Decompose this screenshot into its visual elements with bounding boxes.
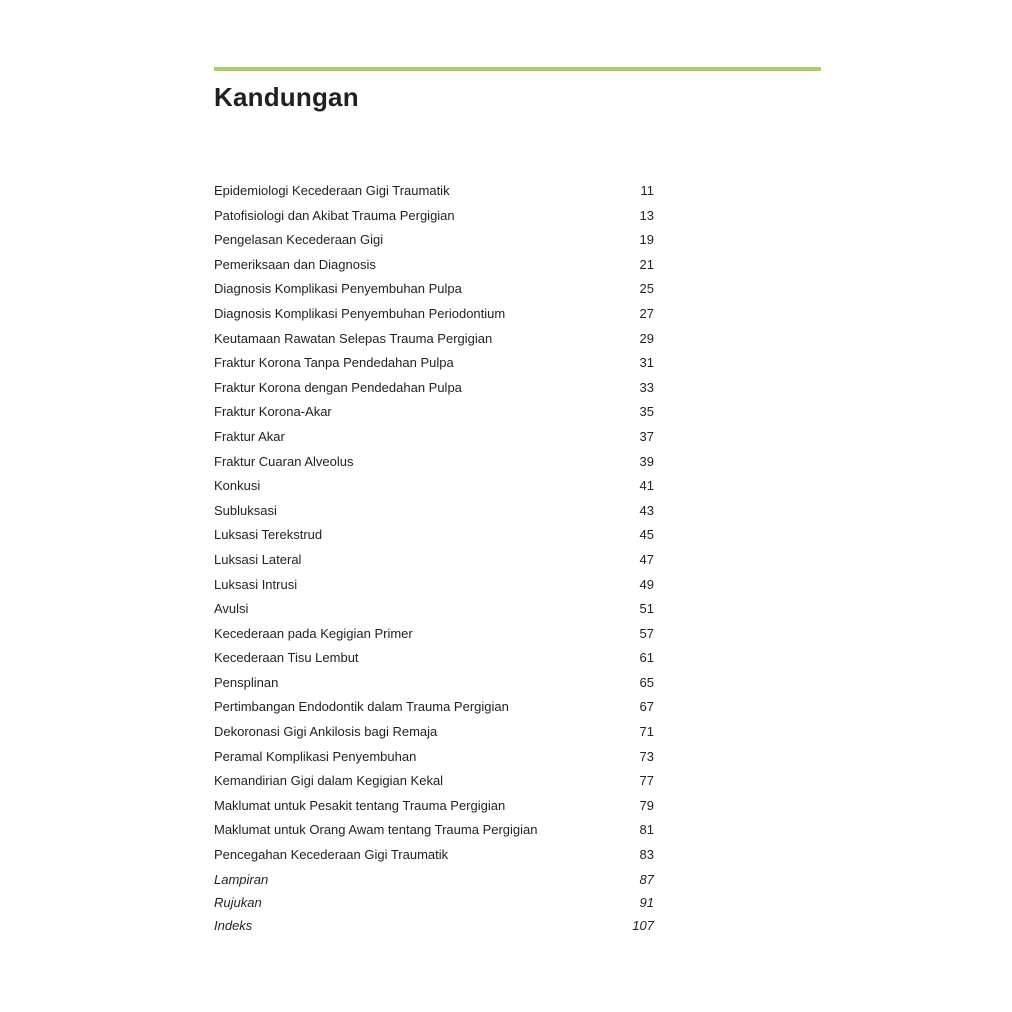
toc-entry[interactable] [214,599,656,624]
toc-entry-page-number: 57 [639,625,654,641]
toc-entry-page-number: 29 [639,330,654,346]
toc-entry-page-number: 47 [639,551,654,567]
toc-entry-page-number: 11 [640,183,654,198]
toc-entry[interactable] [214,378,656,403]
toc-entry-page-number: 41 [639,478,654,494]
toc-entry-page-number: 79 [639,797,654,813]
toc-entry-page-number: 49 [639,576,654,592]
toc-entry-page-number: 107 [632,917,654,933]
toc-entry-label: Diagnosis Komplikasi Penyembuhan Pulpa [214,281,462,297]
toc-entry[interactable] [214,501,656,526]
toc-entry[interactable] [214,452,656,477]
toc-entry[interactable] [214,525,656,550]
toc-entry-page-number: 51 [639,601,654,617]
toc-entry-page-number: 73 [639,748,654,764]
toc-entry-page-number: 61 [639,650,654,666]
toc-entry-label: Maklumat untuk Orang Awam tentang Trauma Pergigian [214,822,538,838]
toc-entry-label: Kecederaan pada Kegigian Primer [214,625,413,641]
toc-entry-page-number: 43 [639,502,654,518]
toc-entry[interactable] [214,255,656,280]
toc-entry[interactable] [214,329,656,354]
toc-entry[interactable] [214,845,656,870]
toc-entry-label: Dekoronasi Gigi Ankilosis bagi Remaja [214,724,438,740]
toc-entry[interactable] [214,181,656,206]
toc-entry-label: Diagnosis Komplikasi Penyembuhan Periodontium [214,305,506,321]
toc-entry[interactable] [214,427,656,452]
toc-entry-label: Maklumat untuk Pesakit tentang Trauma Pergigian [214,797,506,813]
toc-entry-label: Fraktur Cuaran Alveolus [214,453,354,469]
toc-entry-label: Keutamaan Rawatan Selepas Trauma Pergigian [214,330,493,346]
toc-entry-label: Pemeriksaan dan Diagnosis [214,256,376,272]
toc-entry-page-number: 65 [639,674,654,690]
toc-entry-label: Pertimbangan Endodontik dalam Trauma Pergigian [214,699,509,715]
toc-entry-page-number: 45 [639,527,654,543]
toc-entry-label: Avulsi [214,601,249,617]
toc-entry-page-number: 21 [639,256,654,272]
toc-entry[interactable] [214,206,656,231]
toc-entry-label: Luksasi Lateral [214,551,302,567]
toc-entry-page-number: 27 [639,305,654,321]
toc-entry-page-number: 71 [639,724,654,740]
toc-entry-page-number: 77 [639,773,654,789]
toc-entry-page-number: 19 [639,232,654,248]
toc-entry[interactable] [214,796,656,821]
toc-entry-label: Fraktur Korona-Akar [214,404,332,420]
toc-entry[interactable] [214,402,656,427]
toc-entry[interactable] [214,893,656,916]
toc-entry-label: Pencegahan Kecederaan Gigi Traumatik [214,847,449,863]
table-of-contents [214,181,656,939]
toc-entry[interactable] [214,624,656,649]
toc-entry-label: Subluksasi [214,502,277,518]
header-rule [214,67,821,71]
toc-entry-label: Lampiran [214,871,269,887]
toc-entry-page-number: 87 [639,871,654,887]
toc-entry[interactable] [214,353,656,378]
toc-entry-page-number: 37 [639,428,654,444]
toc-entry-label: Indeks [214,917,253,933]
toc-entry-label: Epidemiologi Kecederaan Gigi Traumatik [214,183,450,198]
toc-entry[interactable] [214,722,656,747]
toc-entry-page-number: 33 [639,379,654,395]
toc-entry[interactable] [214,230,656,255]
toc-entry-page-number: 25 [639,281,654,297]
toc-entry[interactable] [214,673,656,698]
toc-entry[interactable] [214,550,656,575]
toc-entry[interactable] [214,747,656,772]
toc-entry-label: Patofisiologi dan Akibat Trauma Pergigian [214,207,455,223]
toc-entry-label: Fraktur Korona dengan Pendedahan Pulpa [214,379,462,395]
toc-entry[interactable] [214,648,656,673]
toc-entry[interactable] [214,820,656,845]
toc-entry[interactable] [214,771,656,796]
page-title: Kandungan [214,82,359,112]
toc-entry-label: Rujukan [214,894,262,910]
toc-entry-page-number: 67 [639,699,654,715]
toc-entry-page-number: 13 [639,207,654,223]
toc-entry[interactable] [214,697,656,722]
toc-entry-label: Luksasi Terekstrud [214,527,323,543]
toc-entry-label: Konkusi [214,478,261,494]
toc-entry-page-number: 83 [639,847,654,863]
toc-entry[interactable] [214,476,656,501]
toc-entry-page-number: 81 [639,822,654,838]
toc-entry-label: Kecederaan Tisu Lembut [214,650,359,666]
toc-entry-label: Fraktur Korona Tanpa Pendedahan Pulpa [214,355,454,371]
toc-entry-label: Pensplinan [214,674,279,690]
toc-entry[interactable] [214,575,656,600]
toc-entry-label: Pengelasan Kecederaan Gigi [214,232,384,248]
toc-entry-label: Peramal Komplikasi Penyembuhan [214,748,417,764]
toc-entry[interactable] [214,304,656,329]
toc-entry-label: Kemandirian Gigi dalam Kegigian Kekal [214,773,444,789]
toc-entry-page-number: 39 [639,453,654,469]
toc-entry-page-number: 91 [639,894,654,910]
toc-entry[interactable] [214,916,656,939]
toc-entry-label: Fraktur Akar [214,428,285,444]
toc-entry-page-number: 31 [639,355,654,371]
toc-entry-label: Luksasi Intrusi [214,576,298,592]
toc-entry[interactable] [214,870,656,893]
toc-entry[interactable] [214,279,656,304]
toc-entry-page-number: 35 [639,404,654,420]
